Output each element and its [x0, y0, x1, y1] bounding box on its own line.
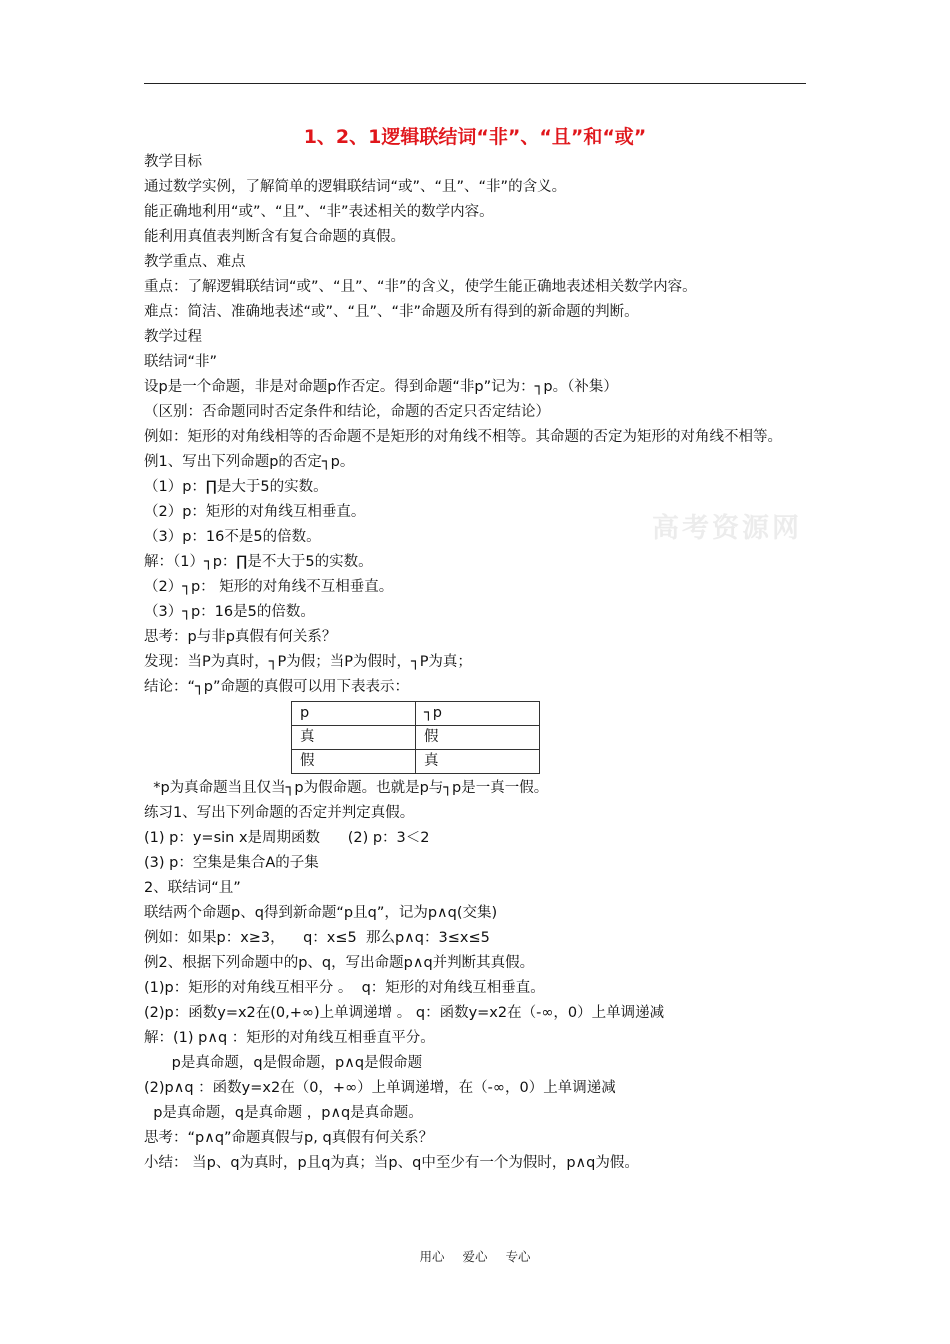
text-line: 例如：矩形的对角线相等的否命题不是矩形的对角线不相等。其命题的否定为矩形的对角线不相等。 [144, 429, 782, 445]
truth-table [291, 701, 540, 774]
header-rule [144, 83, 806, 84]
document-body [144, 150, 806, 1176]
text-line: 能利用真值表判断含有复合命题的真假。 [144, 229, 405, 245]
text-line: p是真命题，q是假命题，p∧q是假命题 [144, 1055, 423, 1071]
text-line: （3）p：16不是5的倍数。 [144, 529, 321, 545]
text-line: 重点：了解逻辑联结词“或”、“且”、“非”的含义，使学生能正确地表述相关数学内容。 [144, 279, 697, 295]
text-line: 解：(1) p∧q ：矩形的对角线互相垂直平分。 [144, 1030, 435, 1046]
text-line: 例1、写出下列命题p的否定┐p。 [144, 454, 355, 470]
text-line: *p为真命题当且仅当┐p为假命题。也就是p与┐p是一真一假。 [144, 780, 549, 796]
table-row [292, 750, 540, 774]
table-cell: 假 [292, 750, 416, 774]
text-line: 教学过程 [144, 329, 202, 345]
text-line: （区别：否命题同时否定条件和结论，命题的否定只否定结论） [144, 404, 550, 420]
table-row [292, 726, 540, 750]
text-line: (2)p∧q ：函数y=x2在（0，+∞）上单调递增，在（-∞，0）上单调递减 [144, 1080, 616, 1096]
text-line: 联结两个命题p、q得到新命题“p且q”，记为p∧q(交集) [144, 905, 498, 921]
text-line: 设p是一个命题，非是对命题p作否定。得到命题“非p”记为：┐p。（补集） [144, 379, 618, 395]
text-line: 发现：当P为真时，┐P为假；当P为假时，┐P为真； [144, 654, 472, 670]
text-line: 2、联结词“且” [144, 880, 241, 896]
text-line: 教学目标 [144, 154, 202, 170]
text-line: p是真命题，q是真命题 ，p∧q是真命题。 [144, 1105, 423, 1121]
page-footer: 用心 爱心 专心 [419, 1249, 531, 1264]
text-line: 难点：简洁、准确地表述“或”、“且”、“非”命题及所有得到的新命题的判断。 [144, 304, 639, 320]
table-header-cell: p [292, 702, 416, 726]
table-cell: 假 [416, 726, 540, 750]
text-line: 通过数学实例，了解简单的逻辑联结词“或”、“且”、“非”的含义。 [144, 179, 567, 195]
table-header-cell: ┐p [416, 702, 540, 726]
text-line: 解：（1）┐p：∏是不大于5的实数。 [144, 554, 373, 570]
table-cell: 真 [416, 750, 540, 774]
text-line: (1) p：y=sin x是周期函数 (2) p：3＜2 [144, 830, 430, 846]
text-line: 思考：“p∧q”命题真假与p, q真假有何关系？ [144, 1130, 434, 1146]
text-line: 教学重点、难点 [144, 254, 246, 270]
watermark: 高考资源网 [652, 513, 802, 544]
text-line: （2）┐p： 矩形的对角线不互相垂直。 [144, 579, 394, 595]
text-line: （2）p：矩形的对角线互相垂直。 [144, 504, 366, 520]
text-line: (1)p：矩形的对角线互相平分 。 q：矩形的对角线互相垂直。 [144, 980, 545, 996]
document-title: 1、2、1逻辑联结词“非”、“且”和“或” [303, 126, 647, 148]
text-line: 例如：如果p：x≥3， q：x≤5 那么p∧q：3≤x≤5 [144, 930, 490, 946]
text-line: (2)p：函数y=x2在(0,+∞)上单调递增 。 q：函数y=x2在（-∞，0）上单调递减 [144, 1005, 665, 1021]
table-header-row [292, 702, 540, 726]
text-line: 例2、根据下列命题中的p、q，写出命题p∧q并判断其真假。 [144, 955, 535, 971]
text-line: （1）p：∏是大于5的实数。 [144, 479, 328, 495]
text-line: 思考：p与非p真假有何关系？ [144, 629, 337, 645]
text-line: （3）┐p：16是5的倍数。 [144, 604, 315, 620]
table-cell: 真 [292, 726, 416, 750]
text-line: (3) p：空集是集合A的子集 [144, 855, 319, 871]
text-line: 结论：“┐p”命题的真假可以用下表表示： [144, 679, 409, 695]
text-line: 联结词“非” [144, 354, 218, 370]
text-line: 小结： 当p、q为真时，p且q为真；当p、q中至少有一个为假时，p∧q为假。 [144, 1155, 639, 1171]
text-line: 能正确地利用“或”、“且”、“非”表述相关的数学内容。 [144, 204, 494, 220]
text-line: 练习1、写出下列命题的否定并判定真假。 [144, 805, 415, 821]
